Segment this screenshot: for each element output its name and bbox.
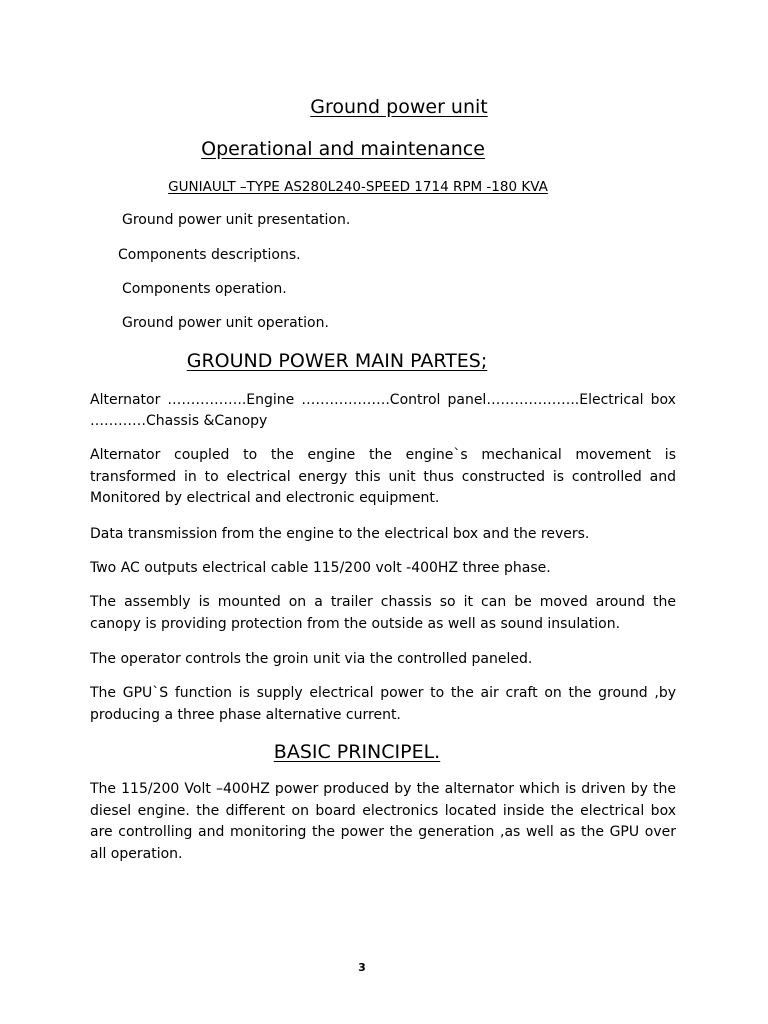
body-paragraph: The GPU`S function is supply electrical power to the air craft on the ground ,by producing a three phase alternative current. [90,685,676,723]
body-paragraph: The operator controls the groin unit via the controlled paneled. [90,651,533,667]
parts-line [90,392,676,408]
body-paragraph: Alternator coupled to the engine the engine`s mechanical movement is transformed in to electrical energy this unit thus constructed is controlled and Monitored by electrical and electronic equipment. [90,447,676,506]
parts-line-continued: …………Chassis &Canopy [90,413,268,429]
body-paragraph: Data transmission from the engine to the electrical box and the revers. [90,526,590,542]
parts-line-item: box [650,392,676,408]
parts-line-item: Alternator [90,392,161,408]
body-paragraph: Two AC outputs electrical cable 115/200 volt -400HZ three phase. [90,560,551,576]
parts-line-item: panel………………..Electrical [447,392,644,408]
spec-line: GUNIAULT –TYPE AS280L240-SPEED 1714 RPM -180 KVA [168,179,548,195]
parts-line-item: ……………….Control [301,392,441,408]
document-subtitle: Operational and maintenance [201,138,485,160]
document-title: Ground power unit [310,96,488,118]
toc-item: Components descriptions. [118,247,301,263]
basic-principle-heading: BASIC PRINCIPEL. [273,741,441,763]
basic-principle-paragraph: The 115/200 Volt –400HZ power produced by the alternator which is driven by the diesel engine. the different on board electronics located inside the electrical box are controlling and monitoring the power the generation ,as well as the GPU over all operation. [90,781,676,862]
toc-item: Ground power unit operation. [122,315,329,331]
body-paragraph: The assembly is mounted on a trailer chassis so it can be moved around the canopy is providing protection from the outside as well as sound insulation. [90,594,676,632]
toc-item: Components operation. [122,281,287,297]
page-number: 3 [358,961,366,974]
parts-line-item: ……………..Engine [167,392,295,408]
toc-item: Ground power unit presentation. [122,212,351,228]
main-parts-heading: GROUND POWER MAIN PARTES; [186,350,488,372]
